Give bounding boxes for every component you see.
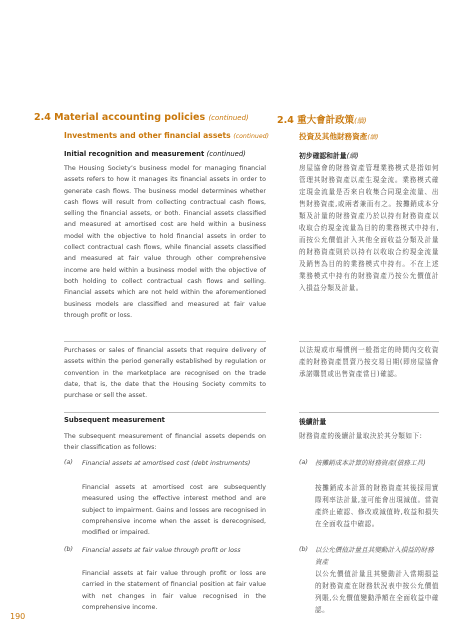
item-a-title-zh: 按攤銷成本計算的財務資產(債務工具)	[315, 459, 426, 467]
divider	[299, 341, 439, 342]
item-b-title-en: Financial assets at fair value through profit or loss	[82, 547, 241, 554]
paragraph-classification-en: The subsequent measurement of financial assets depends on their classification as follows:	[64, 433, 266, 452]
sub-heading-en: Initial recognition and measurement (continued)	[64, 150, 246, 158]
item-a-label-zh: (a)	[299, 459, 308, 466]
paragraph-classification-zh: 財務資產的後續計量取決於其分類如下:	[299, 432, 423, 440]
divider	[64, 412, 266, 413]
divider	[64, 341, 266, 342]
paragraph-business-model-en: The Housing Society’s business model for managing financial assets refers to how it manages its financial assets in order to generate cash flows. The business model determines whether cash flows will result from collecting contractual cash flows, selling the financial assets, or both. Financial assets classified and measured at amortised cost are held within a business model with the objective to hold financial assets in order to collect contractual cash flows, while financial assets classified and measured at fair value through other comprehensive income are held within a business model with the objective of both holding to collect contractual cash flows and selling. Financial assets which are not held within the aforementioned business models are classified and measured at fair value through profit or loss.	[64, 165, 266, 319]
item-a-body-en: Financial assets at amortised cost are subsequently measured using the effective interest method and are subject to impairment. Gains and losses are recognised in comprehensive income when the asset is derecognised, modified or impaired.	[82, 484, 266, 537]
item-a-title-en: Financial assets at amortised cost (debt instruments)	[82, 460, 251, 467]
paragraph-business-model-zh: 房屋協會的財務資產管理業務模式是指如何管理其財務資產以產生現金流。業務模式確定現金流量是否來自收集合同現金流量、出售財務資產,或兩者兼而有之。按攤銷成本分類及計量的財務資產乃於以持有財務資產以收取合約現金流量為目的的業務模式中持有,而按公允價值計入其他全面收益分類及計量的財務資產則於以持有以收取合約現金流量及銷售為目的的業務模式中持有。不在上述業務模式中持有的財務資產乃按公允價值計入損益分類及計量。	[299, 164, 439, 292]
item-a-label-en: (a)	[64, 459, 73, 466]
paragraph-trade-date-zh: 以法規或市場慣例一般指定的時間內交收資產的財務資產買賣乃按交易日期(即房屋協會承諾購買或出售資產當日)確認。	[299, 346, 439, 378]
subsection-title-en: Investments and other financial assets (continued)	[64, 131, 269, 140]
paragraph-trade-date-en: Purchases or sales of financial assets that require delivery of assets within the period generally established by regulation or convention in the marketplace are recognised on the trade date, that is, the date that the Housing Society commits to purchase or sell the asset.	[64, 347, 266, 400]
item-b-label-zh: (b)	[299, 546, 308, 553]
heading-subsequent-zh: 後續計量	[299, 418, 327, 426]
item-b-title-zh: 以公允價值計量且其變動計入損益的財務資產	[315, 546, 434, 566]
subsection-title-zh: 投資及其他財務資產(續)	[299, 132, 379, 141]
heading-subsequent-en: Subsequent measurement	[64, 416, 165, 424]
item-a-body-zh: 按攤銷成本計算的財務資產其後採用實際利率法計量,並可能會出現減值。當資產終止確認、修改或減值時,收益和損失在全面收益中確認。	[315, 484, 439, 528]
section-title-zh: 2.4 重大會計政策(續)	[277, 115, 367, 126]
section-title-en: 2.4 Material accounting policies (continued)	[34, 112, 249, 123]
item-b-label-en: (b)	[64, 546, 73, 553]
item-b-body-en: Financial assets at fair value through profit or loss are carried in the statement of financial position at fair value with net changes in fair value recognised in the comprehensive income.	[82, 570, 266, 611]
divider	[299, 412, 439, 413]
sub-heading-zh: 初步確認和計量(續)	[299, 152, 359, 160]
page-number: 190	[10, 612, 26, 621]
item-b-body-zh: 以公允價值計量且其變動計入當期損益的財務資產在財務狀況表中按公允價值列賬,公允價值變動淨額在全面收益中確認。	[315, 570, 439, 614]
